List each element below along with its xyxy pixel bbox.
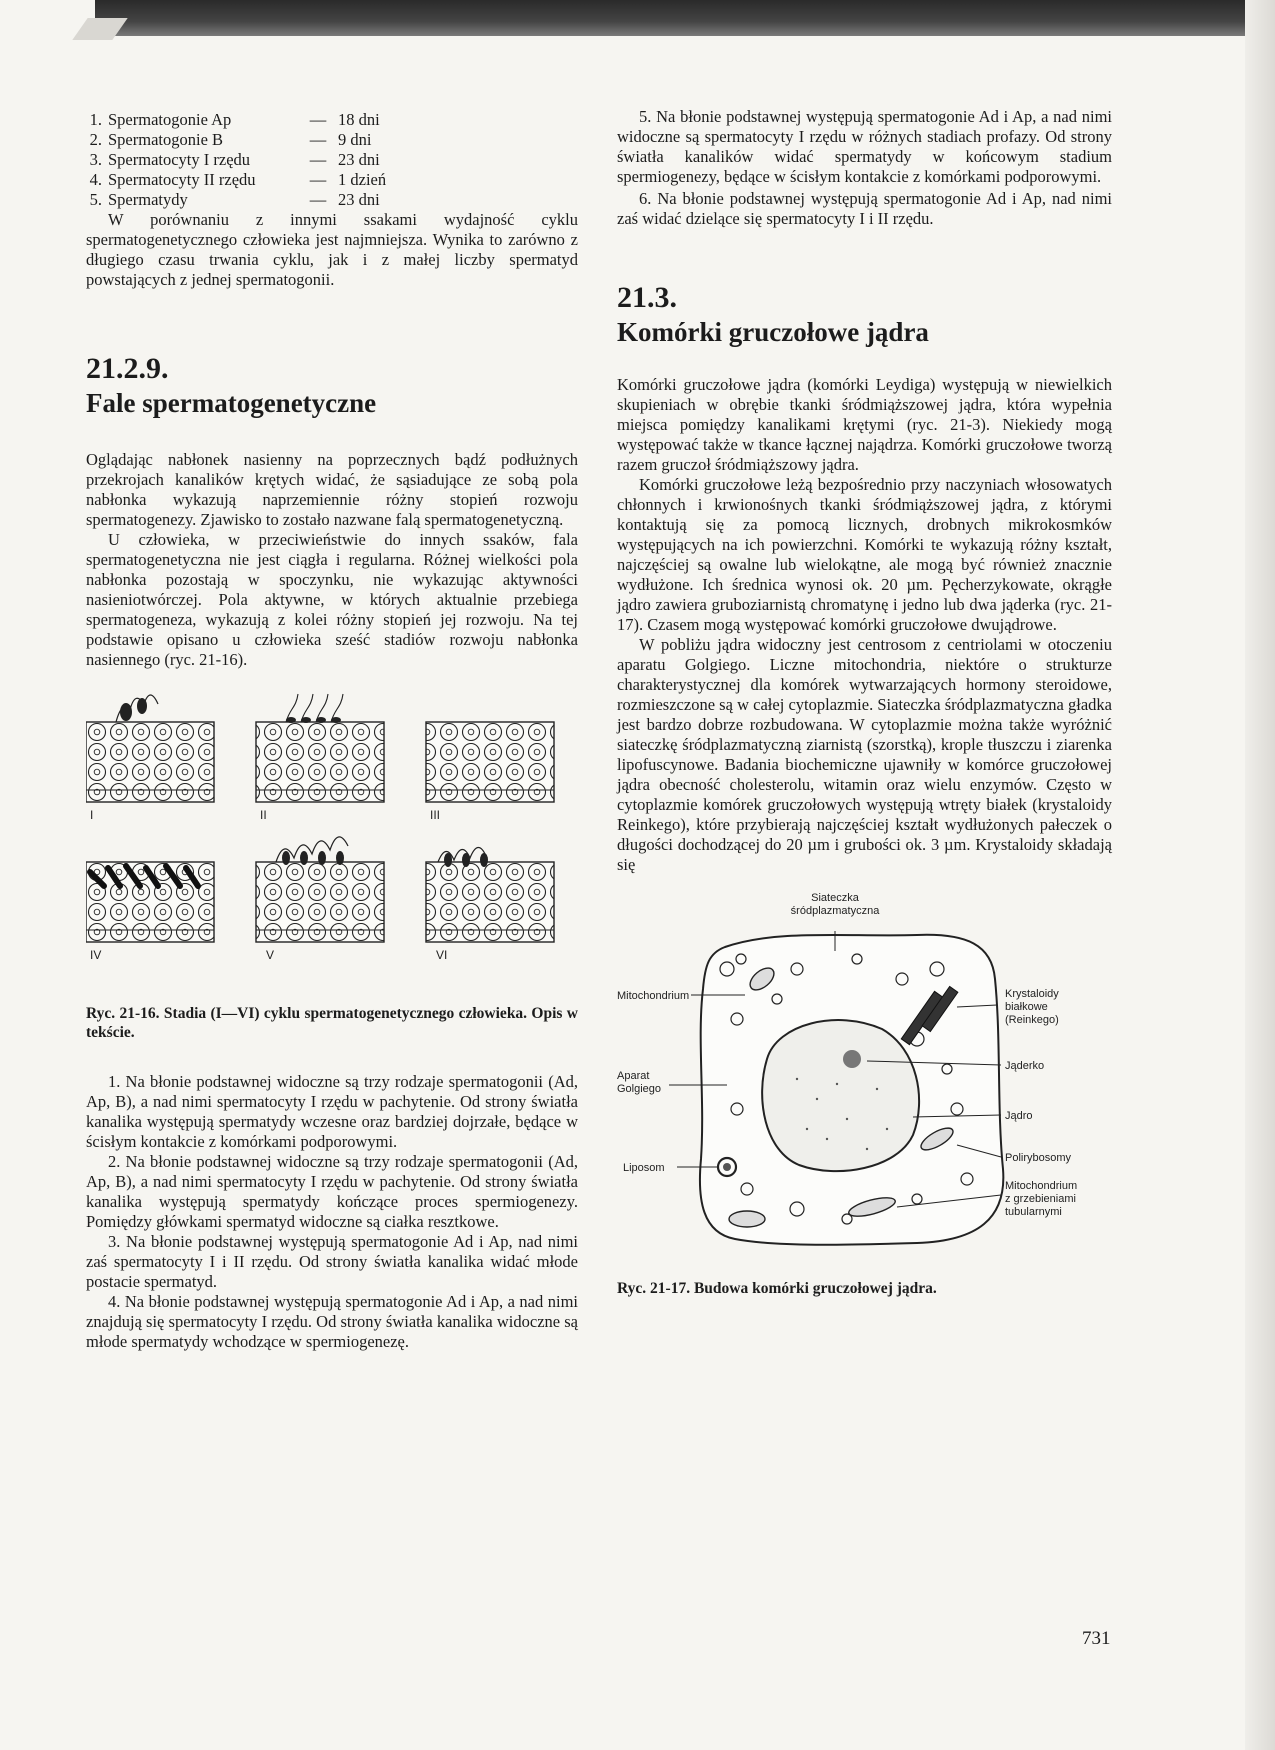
fig-label: Polirybosomy bbox=[1005, 1152, 1072, 1164]
stage-label: V bbox=[266, 948, 275, 962]
stage-panel-4 bbox=[86, 862, 214, 942]
list-item: 1. Spermatogonie Ap — 18 dni bbox=[89, 110, 380, 129]
section-number: 21.3. bbox=[617, 281, 677, 314]
paragraph: U człowieka, w przeciwieństwie do innych ssaków, fala spermatogenetyczna nie jest ciągła i regularna. Różnej wielkości pola nabłonka pozostają w spoczynku, nie wykazując aktywności nasieniotwórczej. Pola aktywne, w których aktualnie przebiega spermatogeneza, wykazują z kolei różny stopień jej rozwoju. Na tej podstawie opisano u człowieka sześć stadiów rozwoju nabłonka nasiennego (ryc. 21-16). bbox=[86, 530, 578, 669]
fig-label: śródplazmatyczna bbox=[790, 905, 880, 917]
fig-label: Jąderko bbox=[1005, 1060, 1045, 1072]
fig-label: Jądro bbox=[1005, 1110, 1033, 1122]
intro-paragraph: W porównaniu z innymi ssakami wydajność cyklu spermatogenetycznego człowieka jest najmniejsza. Wynika to zarówno z długiego czasu trwania cyklu, jak i z małej liczby spermatyd powstających z jednej spermatogonii. bbox=[86, 210, 578, 289]
nucleus bbox=[762, 1020, 919, 1171]
fig-label: Krystaloidy bbox=[1005, 988, 1059, 1000]
list-paragraph: 4. Na błonie podstawnej występują spermatogonie Ad i Ap, a nad nimi znajdują się spermatocyty I rzędu. Od strony światła kanalika widoczne są młode spermatydy wchodzące w spermiogenezę. bbox=[86, 1292, 578, 1351]
figure-21-17 bbox=[617, 889, 1112, 1289]
stage-panel-6 bbox=[426, 847, 554, 942]
scan-top-shadow bbox=[95, 0, 1275, 36]
stage-panel-2 bbox=[256, 694, 384, 802]
duration-list bbox=[86, 110, 578, 210]
list-paragraph: 3. Na błonie podstawnej występują spermatogonie Ad i Ap, nad nimi zaś spermatocyty I i II rzędu. Od strony światła kanalika widać młode postacie spermatyd. bbox=[86, 1232, 578, 1291]
stage-label: I bbox=[90, 808, 94, 822]
right-column bbox=[617, 107, 1112, 1298]
paragraph: Oglądając nabłonek nasienny na poprzecznych bądź podłużnych przekrojach kanalików krętych widać, że sąsiadujące ze sobą pola nabłonka wykazują naprzemiennie różny stopień rozwoju spermatogenezy. Zjawisko to zostało nazwane falą spermatogenetyczną. bbox=[86, 450, 578, 529]
figure-caption: Ryc. 21-17. Budowa komórki gruczołowej jądra. bbox=[617, 1280, 937, 1297]
figure-caption: Ryc. 21-16. Stadia (I—VI) cyklu spermatogenetycznego człowieka. Opis w tekście. bbox=[86, 1005, 578, 1041]
fig-label: Mitochondrium bbox=[1005, 1180, 1078, 1192]
section-number: 21.2.9. bbox=[86, 352, 169, 385]
nucleolus bbox=[843, 1050, 861, 1068]
page-number: 731 bbox=[1082, 1628, 1111, 1649]
list-item: 5. Spermatydy — 23 dni bbox=[89, 190, 380, 209]
fig-label: tubularnymi bbox=[1005, 1206, 1062, 1218]
paragraph: W pobliżu jądra widoczny jest centrosom z centriolami w otoczeniu aparatu Golgiego. Liczne mitochondria, niektóre o strukturze charakterystycznej dla komórek wytwarzających hormony steroidowe, rozmieszczone są w całej cytoplazmie. Siateczka śródplazmatyczna gładka jest bardzo dobrze rozbudowana. W cytoplazmie można także wyróżnić siateczkę śródplazmatyczną ziarnistą (szorstką), krople tłuszczu i ziarenka lipofuscynowe. Badania biochemiczne ujawniły w komórce gruczołowej jądra obecność cholesterolu, witamin oraz wielu enzymów. Często w cytoplazmie komórek gruczołowych występują wtręty białek (krystaloidy Reinkego), które przybierają najczęściej kształt wydłużonych pałeczek o długości dochodzącej do 20 µm i grubości ok. 3 µm. Krystaloidy składają się bbox=[617, 635, 1112, 874]
list-paragraph: 6. Na błonie podstawnej występują spermatogonie Ad i Ap, nad nimi zaś widać dzielące się spermatocyty I i II rzędu. bbox=[617, 189, 1112, 228]
stage-panel-1 bbox=[86, 695, 214, 802]
left-column bbox=[86, 110, 578, 1352]
scan-corner bbox=[72, 18, 127, 40]
fig-label: (Reinkego) bbox=[1005, 1014, 1059, 1026]
list-item: 4. Spermatocyty II rzędu — 1 dzień bbox=[89, 170, 387, 189]
scan-right-edge bbox=[1245, 0, 1275, 1750]
figure-21-16 bbox=[86, 682, 578, 1002]
list-paragraph: 5. Na błonie podstawnej występują spermatogonie Ad i Ap, a nad nimi widoczne są spermatocyty I rzędu w różnych stadiach profazy. Od strony światła kanalików widać spermatydy w końcowym stadium spermiogenezy, będące w ścisłym kontakcie z komórkami podporowymi. bbox=[617, 107, 1112, 186]
fig-label: Aparat bbox=[617, 1070, 650, 1082]
fig-label: Mitochondrium bbox=[617, 990, 690, 1002]
stage-panel-5 bbox=[256, 837, 384, 942]
fig-label: z grzebieniami bbox=[1005, 1193, 1076, 1205]
stage-label: VI bbox=[436, 948, 448, 962]
fig-label: Golgiego bbox=[617, 1083, 662, 1095]
list-paragraph: 1. Na błonie podstawnej widoczne są trzy rodzaje spermatogonii (Ad, Ap, B), a nad nimi spermatocyty I rzędu w pachytenie. Od strony światła kanalika występują spermatydy wczesne oraz bardziej dojrzałe, będące w ścisłym kontakcie z komórkami podporowymi. bbox=[86, 1072, 578, 1151]
section-title: Fale spermatogenetyczne bbox=[86, 388, 377, 418]
paragraph: Komórki gruczołowe leżą bezpośrednio przy naczyniach włosowatych chłonnych i krwionośnych tkanki śródmiąższowej jądra, z którymi kontaktują się za pomocą licznych, drobnych mikrokosmków występujących na ich powierzchni. Komórki te wykazują różny kształt, najczęściej są owalne lub wielokątne, ale mogą być również znacznie wydłużone. Ich średnica wynosi ok. 20 µm. Pęcherzykowate, okrągłe jądro zawiera gruboziarnistą chromatynę i jedno lub dwa jąderka (ryc. 21-17). Czasem mogą występować komórki gruczołowe dwujądrowe. bbox=[617, 475, 1112, 634]
section-title: Komórki gruczołowe jądra bbox=[617, 317, 929, 347]
paragraph: Komórki gruczołowe jądra (komórki Leydiga) występują w niewielkich skupieniach w obrębie tkanki śródmiąższowej jądra, która wypełnia miejsca pomiędzy kanalikami krętymi (ryc. 21-3). Niekiedy mogą występować także w tkance łącznej najądrza. Komórki gruczołowe tworzą razem gruczoł śródmiąższowy jądra. bbox=[617, 375, 1112, 474]
list-item: 2. Spermatogonie B — 9 dni bbox=[89, 130, 372, 149]
list-item: 3. Spermatocyty I rzędu — 23 dni bbox=[89, 150, 380, 169]
fig-label: białkowe bbox=[1005, 1001, 1048, 1013]
stage-label: III bbox=[430, 808, 441, 822]
stage-panel-3 bbox=[426, 722, 554, 802]
stage-label: IV bbox=[90, 948, 102, 962]
fig-label: Siateczka bbox=[811, 892, 859, 904]
list-paragraph: 2. Na błonie podstawnej widoczne są trzy rodzaje spermatogonii (Ad, Ap, B), a nad nimi spermatocyty I rzędu w pachytenie. Od strony światła kanalika występują spermatydy kończące proces spermiogenezy. Pomiędzy główkami spermatyd widoczne są ciałka resztkowe. bbox=[86, 1152, 578, 1231]
stage-label: II bbox=[260, 808, 267, 822]
fig-label: Liposom bbox=[623, 1162, 665, 1174]
